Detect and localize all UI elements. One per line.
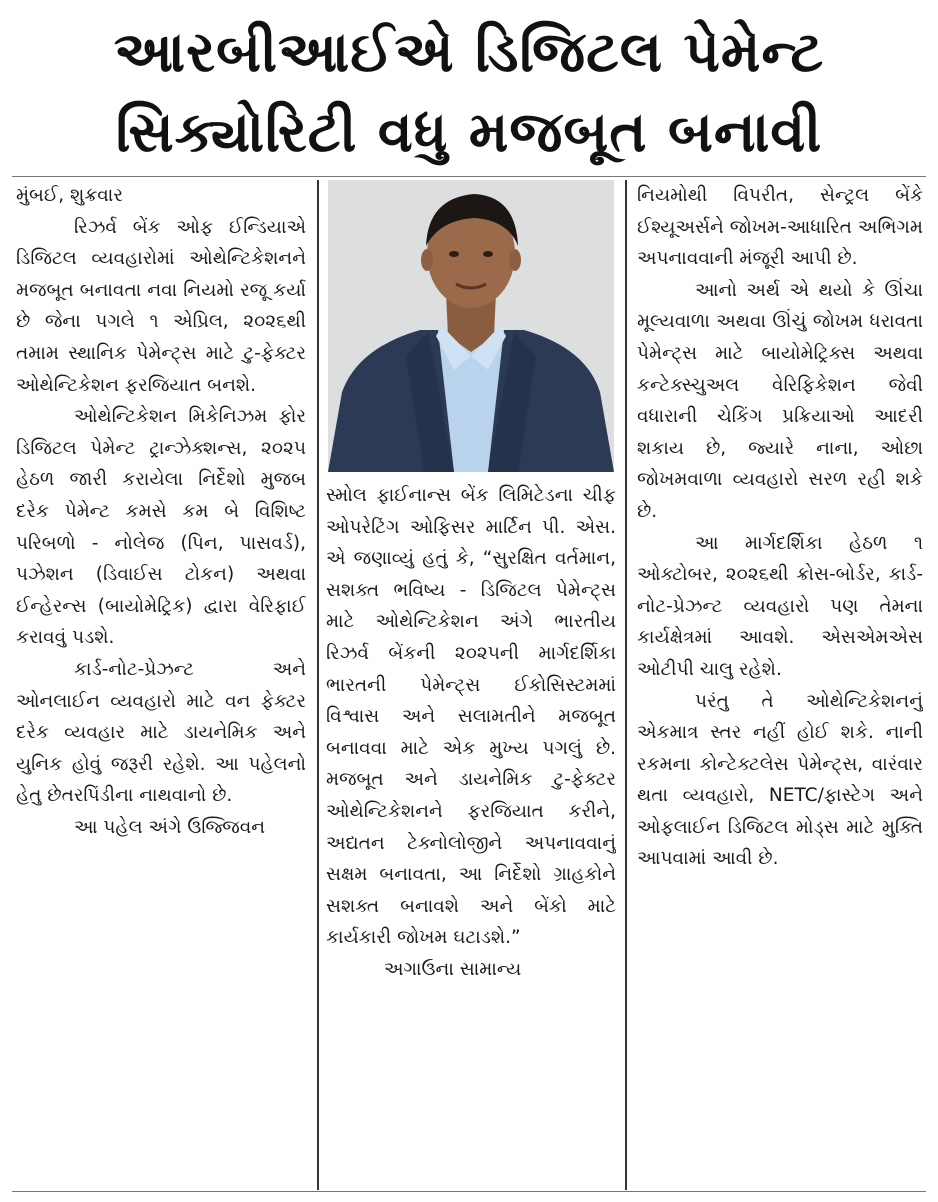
top-divider — [12, 176, 926, 177]
headline-line-1: આરબીઆઈએ ડિજિટલ પેમેન્ટ — [113, 20, 825, 85]
paragraph: અગાઉના સામાન્ય — [384, 958, 522, 980]
paragraph: આ માર્ગદર્શિકા હેઠળ ૧ ઓક્ટોબર, ૨૦૨૬થી ક્રોસ-બોર્ડર, કાર્ડ-નોટ-પ્રેઝન્ટ વ્યવહારો પણ તેમના કાર્યક્ષેત્રમાં આવશે. એસએમએસ ઓટીપી ચાલુ રહેશે. — [637, 532, 923, 680]
paragraph: નિયમોથી વિપરીત, સેન્ટ્રલ બેંકે ઈશ્યૂઅર્સને જોખમ-આધારિત અભિગમ અપનાવવાની મંજૂરી આપી છે. — [637, 185, 923, 270]
paragraph: કાર્ડ-નોટ-પ્રેઝન્ટ અને ઓનલાઈન વ્યવહારો માટે વન ફેક્ટર દરેક વ્યવહાર માટે ડાયનેમિક અને યુનિક હોવું જરૂરી રહેશે. આ પહેલનો હેતુ છેતરપિંડીના નાથવાનો છે. — [16, 658, 306, 807]
paragraph: સ્મોલ ફાઈનાન્સ બેંક લિમિટેડના ચીફ ઓપરેટિંગ ઓફિસર માર્ટિન પી. એસ. એ જણાવ્યું હતું કે, “સુરક્ષિત વર્તમાન, સશક્ત ભવિષ્ય - ડિજિટલ પેમેન્ટ્સ માટે ઓથેન્ટિકેશન અંગે ભારતીય રિઝર્વ બેંકની ૨૦૨૫ની માર્ગદર્શિકા ભારતની પેમેન્ટ્સ ઈકોસિસ્ટમમાં વિશ્વાસ અને સલામતીને મજબૂત બનાવવા માટે એક મુખ્ય પગલું છે. મજબૂત અને ડાયનેમિક ટુ-ફેક્ટર ઓથેન્ટિકેશનને ફરજિયાત કરીને, અદ્યતન ટેક્નોલોજીને અપનાવવાનું સક્ષમ બનાવતા, આ નિર્દેશો ગ્રાહકોને સશક્ત બનાવશે અને બેંકો માટે કાર્યકારી જોખમ ઘટાડશે.” — [326, 485, 616, 949]
column-3 — [637, 180, 923, 1190]
person-photo-icon — [328, 180, 614, 472]
column-1 — [16, 180, 306, 1190]
headline-line-2: સિક્યોરિટી વધુ મજબૂત બનાવી — [115, 100, 823, 165]
paragraph: ઓથેન્ટિકેશન મિકેનિઝમ ફોર ડિજિટલ પેમેન્ટ ટ્રાન્ઝેક્શન્સ, ૨૦૨૫ હેઠળ જારી કરાયેલા નિર્દેશો મુજબ દરેક પેમેન્ટ કમસે કમ બે વિશિષ્ટ પરિબળો - નોલેજ (પિન, પાસવર્ડ), પઝેશન (ડિવાઈસ ટોકન) અથવા ઈન્હેરન્સ (બાયોમેટ્રિક) દ્વારા વેરિફાઈ કરાવવું પડશે. — [16, 406, 306, 649]
column-divider — [625, 180, 627, 1190]
column-2 — [326, 180, 616, 1190]
column-divider — [317, 180, 319, 1190]
headline — [10, 10, 928, 176]
paragraph: આનો અર્થ એ થયો કે ઊંચા મૂલ્યવાળા અથવા ઊંચું જોખમ ધરાવતા પેમેન્ટ્સ માટે બાયોમેટ્રિક્સ અથવા કન્ટેક્સ્ચુઅલ વેરિફિકેશન જેવી વધારાની ચેકિંગ પ્રક્રિયાઓ આદરી શકાય છે, જ્યારે નાના, ઓછા જોખમવાળા વ્યવહારો સરળ રહી શકે છે. — [637, 279, 923, 522]
paragraph: પરંતુ તે ઓથેન્ટિકેશનનું એકમાત્ર સ્તર નહીં હોઈ શકે. નાની રકમના કોન્ટેક્ટલેસ પેમેન્ટ્સ, વારંવાર થતા વ્યવહારો, NETC/ફાસ્ટેગ અને ઓફલાઈન ડિજિટલ મોડ્સ માટે મુક્તિ આપવામાં આવી છે. — [637, 690, 923, 870]
paragraph: રિઝર્વ બેંક ઓફ ઈન્ડિયાએ ડિજિટલ વ્યવહારોમાં ઓથેન્ટિકેશનને મજબૂત બનાવતા નવા નિયમો રજૂ કર્યા છે જેના પગલે ૧ એપ્રિલ, ૨૦૨૬થી તમામ સ્થાનિક પેમેન્ટ્સ માટે ટુ-ફેક્ટર ઓથેન્ટિકેશન ફરજિયાત બનશે. — [16, 216, 306, 396]
bottom-divider — [12, 1191, 926, 1192]
paragraph: આ પહેલ અંગે ઉજ્જિવન — [74, 816, 266, 838]
dateline: મુંબઈ, શુક્રવાર — [16, 185, 123, 206]
